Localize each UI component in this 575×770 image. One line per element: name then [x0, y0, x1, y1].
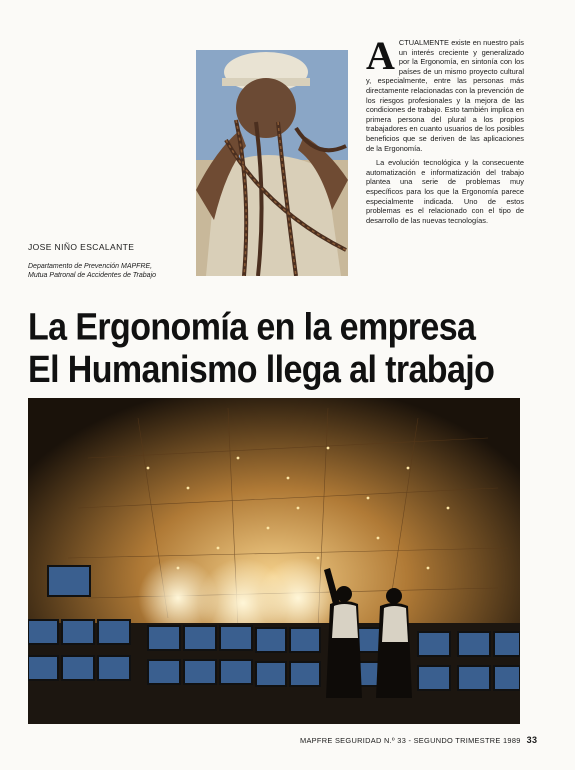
- author-affiliation-line1: Departamento de Prevención MAPFRE,: [28, 263, 153, 270]
- intro-text-column: [366, 33, 524, 230]
- traffic-control-room-photo: [28, 398, 520, 724]
- footer-publication: MAPFRE SEGURIDAD N.º 33 - SEGUNDO TRIMESTRE 1989: [300, 736, 521, 745]
- drop-cap: A: [366, 33, 395, 78]
- intro-paragraph-1: [366, 33, 524, 153]
- author-affiliation: [28, 262, 193, 280]
- author-affiliation-line2: Mutua Patronal de Accidentes de Trabajo: [28, 272, 157, 279]
- headline-line-2: El Humanismo llega al trabajo: [28, 348, 495, 392]
- page-number: 33: [526, 735, 538, 745]
- headline-line-1: La Ergonomía en la empresa: [28, 306, 476, 349]
- article-headline: [28, 306, 548, 391]
- intro-paragraph-2: La evolución tecnológica y la consecuente automatización e informatización del trabajo plantea una serie de problemas muy específicos para los que la Ergonomía parece especialmente indicada. Uno de estos problemas es el relacionado con el tipo de desarrollo de las nuevas tecnologías.: [366, 158, 524, 225]
- author-name: JOSE NIÑO ESCALANTE: [28, 242, 135, 252]
- intro-paragraph-1-text: CTUALMENTE existe en nuestro país un interés creciente y generalizado por la Ergonomía, en sintonía con los países de un mismo proyecto cultural y, especialmente, entre las personas más directamente relacionadas con la prevención de los riesgos profesionales y la mejora de las condiciones de trabajo. Esto también implica en primera persona del plural a los propios trabajadores en cuanto usuarios de los posibles beneficios que se deriven de las aplicaciones de la Ergonomía.: [366, 38, 524, 153]
- worker-with-chains-photo: [196, 50, 348, 276]
- page-footer: [300, 735, 548, 745]
